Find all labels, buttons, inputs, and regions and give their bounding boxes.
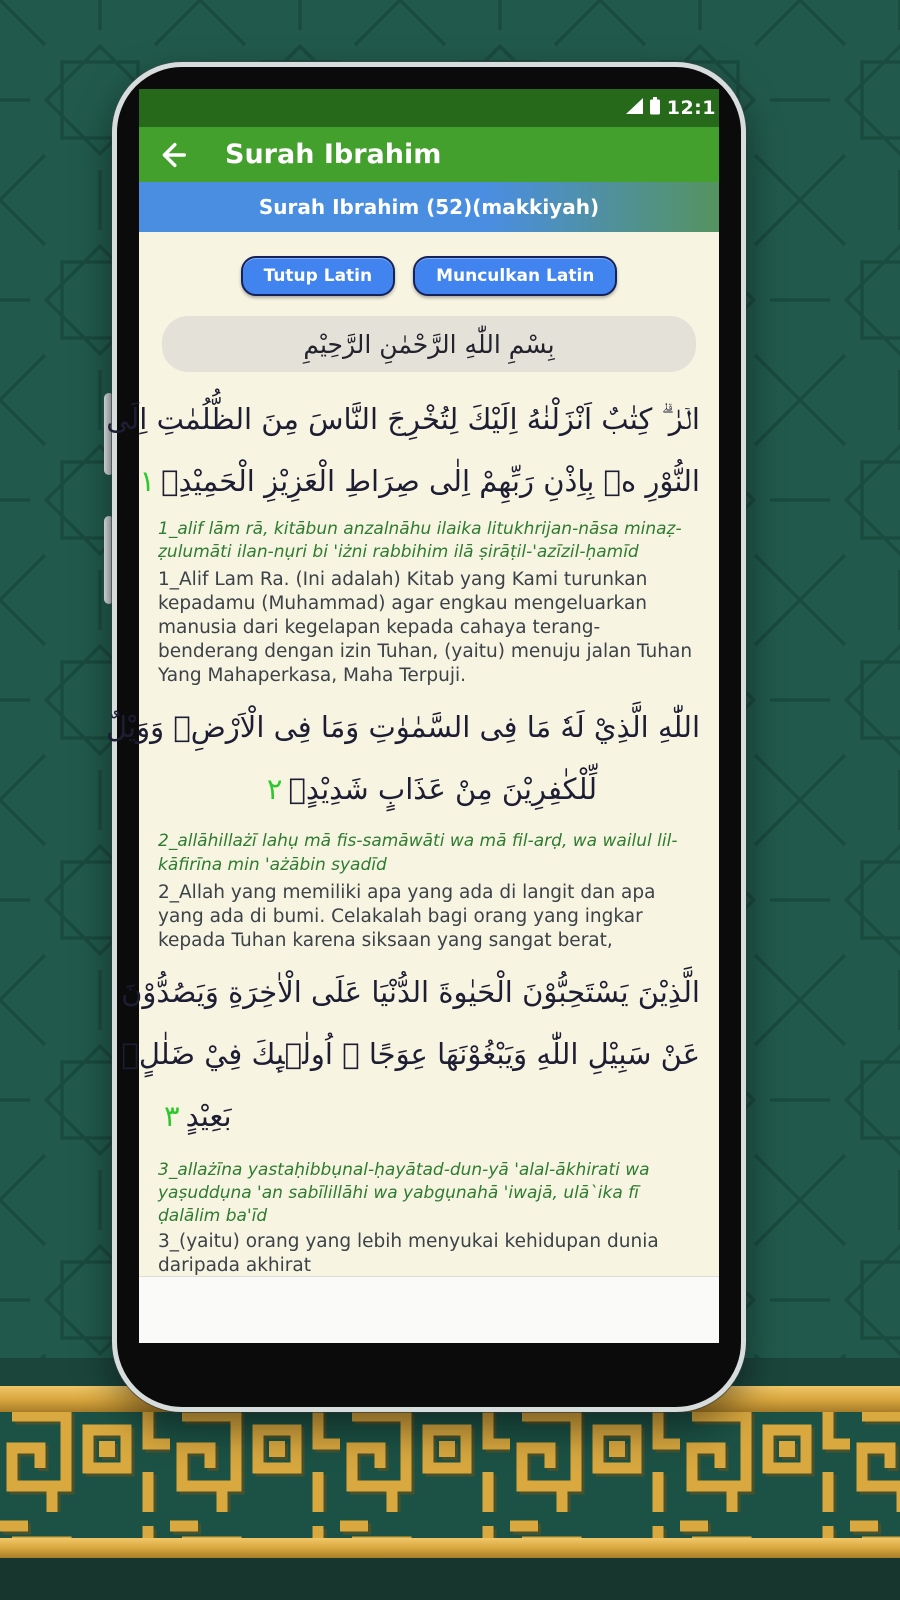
arabic-line-text: بَعِيْدٍ xyxy=(185,1098,232,1133)
surah-banner xyxy=(139,182,719,232)
app-bar xyxy=(139,127,719,182)
arabic-line-text: لِّلْكٰفِرِيْنَ مِنْ عَذَابٍ شَدِيْدٍۙ xyxy=(288,772,598,807)
page-title: Surah Ibrahim xyxy=(225,139,442,170)
signal-icon xyxy=(626,98,643,118)
surah-banner-label: Surah Ibrahim (52)(makkiyah) xyxy=(258,195,600,219)
show-latin-button[interactable]: Munculkan Latin xyxy=(413,256,617,296)
latin-toggle-row xyxy=(158,256,700,296)
screen-bottom-area xyxy=(139,1276,719,1343)
verse-1-arabic xyxy=(106,388,700,512)
arabic-line: الَّذِيْنَ يَسْتَحِبُّوْنَ الْحَيٰوةَ الدُّنْيَا عَلَى الْاٰخِرَةِ وَيَصُدُّوْنَ xyxy=(121,974,700,1009)
verse-3-translation-clipped: 3_(yaitu) orang yang lebih menyukai kehidupan dunia daripada akhirat xyxy=(158,1231,659,1277)
arabic-line xyxy=(158,758,700,820)
verse-2-arabic xyxy=(106,696,700,820)
arabic-line: عَنْ سَبِيْلِ اللّٰهِ وَيَبْغُوْنَهَا عِوَجًا ۗ اُولٰۤىِٕكَ فِيْ ضَلٰلٍۢ xyxy=(121,1036,700,1071)
bismillah-text: بِسْمِ اللّٰهِ الرَّحْمٰنِ الرَّحِيْمِ xyxy=(303,329,555,359)
arabic-line: الۤرٰ ۗ كِتٰبٌ اَنْزَلْنٰهُ اِلَيْكَ لِتُخْرِجَ النَّاسَ مِنَ الظُّلُمٰتِ اِلَى xyxy=(106,402,700,436)
arrow-left-icon xyxy=(155,138,189,172)
arabic-line: اللّٰهِ الَّذِيْ لَهٗ مَا فِى السَّمٰوٰتِ وَمَا فِى الْاَرْضِۗ وَوَيْلٌ xyxy=(106,710,700,745)
phone-screen xyxy=(106,89,719,1343)
battery-icon xyxy=(650,97,660,119)
verse-3-arabic xyxy=(121,961,700,1147)
verse-3-number: ٣ xyxy=(164,1098,180,1133)
verse-3-latin: 3_allażīna yastaḥibbụnal-ḥayātad-dun-yā 'alal-ākhirati wa yaṣuddụna 'an sabīlillāhi wa yabgụnahā 'iwajā, ulā`ika fī ḍalālim ba'īd xyxy=(158,1159,650,1227)
verse-1-number: ١ xyxy=(139,464,156,498)
verse-1-translation: 1_Alif Lam Ra. (Ini adalah) Kitab yang Kami turunkan kepadamu (Muhammad) agar engkau mengeluarkan manusia dari kegelapan kepada cahaya terang-benderang dengan izin Tuhan, (yaitu) menuju jalan Tuhan Yang Mahaperkasa, Maha Terpuji. xyxy=(158,569,693,687)
arabic-line xyxy=(158,1085,700,1147)
verse-2-latin: 2_allāhillażī lahụ mā fis-samāwāti wa mā fil-arḍ, wa wailul lil-kāfirīna min 'ażābin syadīd xyxy=(158,831,678,875)
arabic-line xyxy=(139,450,700,512)
verse-scroll-area[interactable] xyxy=(106,232,719,1277)
status-time: 12:1 xyxy=(666,97,716,119)
phone-frame xyxy=(106,62,746,1412)
bottom-dark-strip xyxy=(0,1558,900,1600)
verse-1-latin: 1_alif lām rā, kitābun anzalnāhu ilaika litukhrijan-nāsa minaẓ-ẓulumāti ilan-nụri bi 'iżni rabbihim ilā ṣirāṭil-'azīzil-ḥamīd xyxy=(158,519,682,563)
verse-2-translation: 2_Allah yang memiliki apa yang ada di langit dan apa yang ada di bumi. Celakalah bagi orang yang ingkar kepada Tuhan karena siksaan yang sangat berat, xyxy=(158,881,656,951)
verse-2-number: ٢ xyxy=(266,772,283,807)
status-bar xyxy=(139,89,719,127)
hide-latin-button[interactable]: Tutup Latin xyxy=(241,256,396,296)
back-button[interactable] xyxy=(155,138,189,172)
arabic-line-text: النُّوْرِ ەۙ بِاِذْنِ رَبِّهِمْ اِلٰى صِرَاطِ الْعَزِيْزِ الْحَمِيْدِۙ xyxy=(161,464,700,498)
bismillah-box xyxy=(162,316,696,372)
